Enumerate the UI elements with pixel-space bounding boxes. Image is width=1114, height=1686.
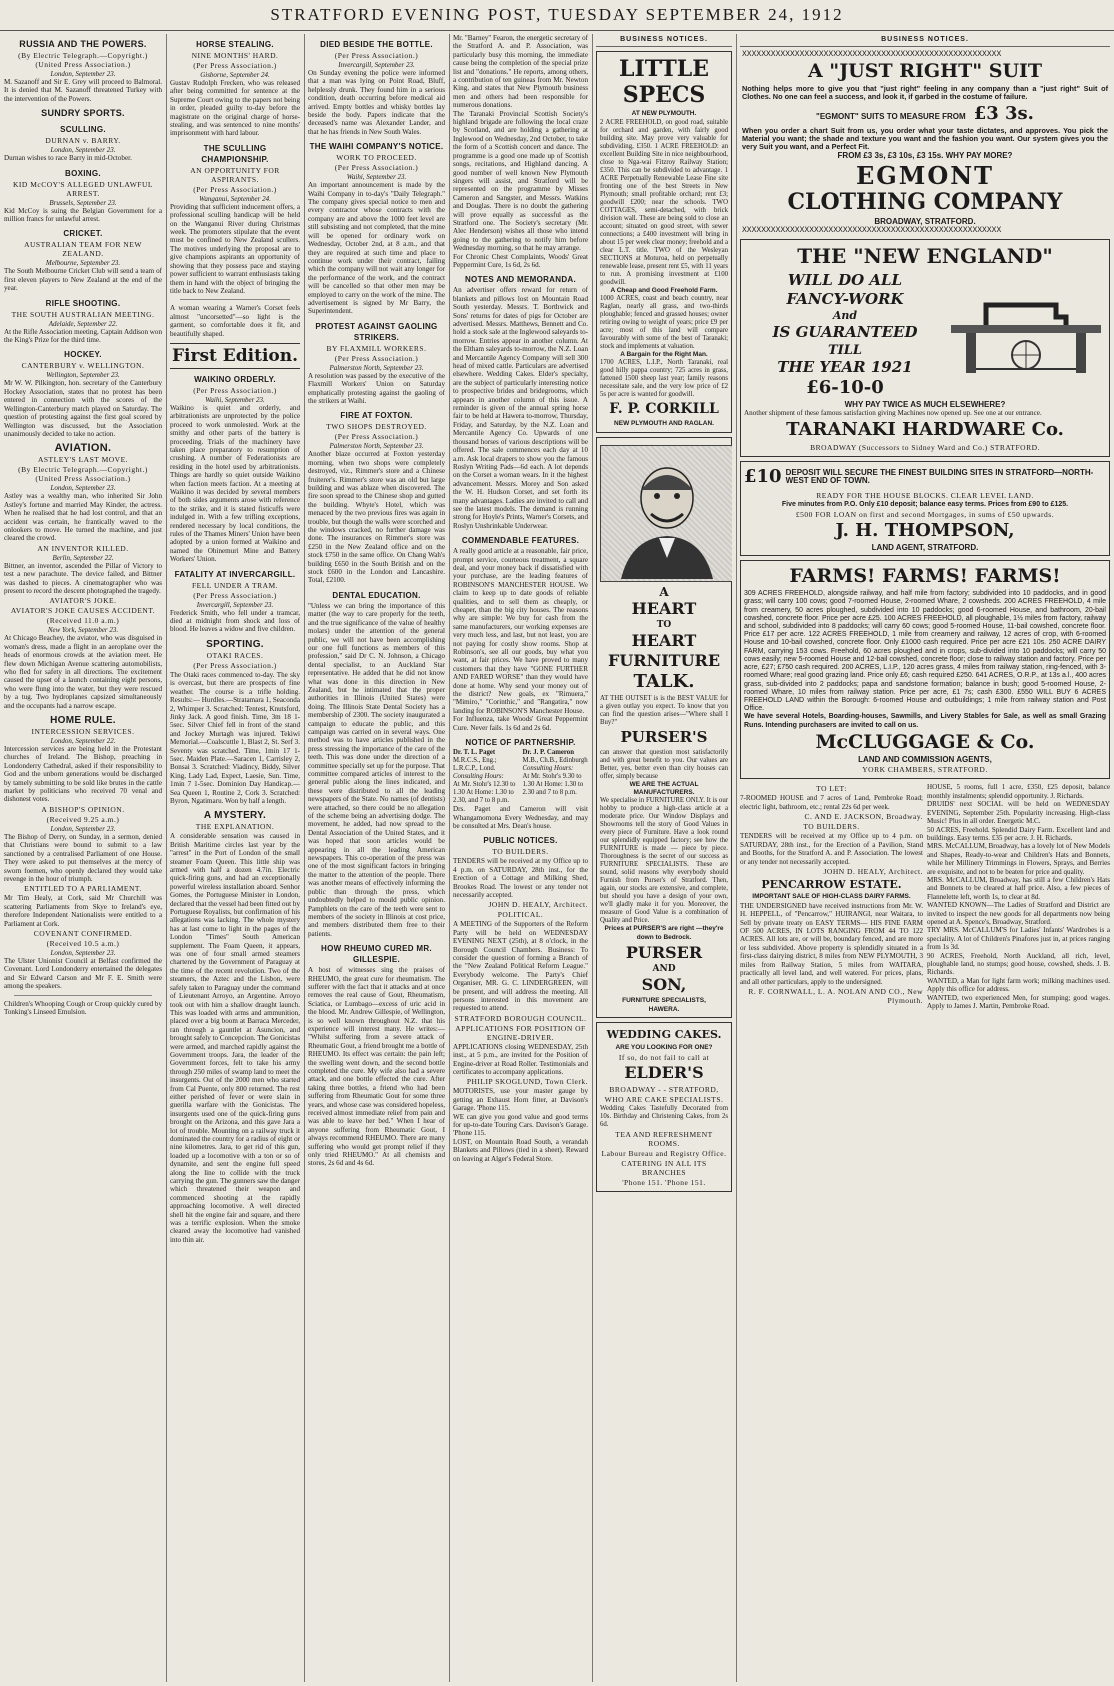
ne-line: TILL (827, 342, 863, 358)
article-body: Durnan wishes to race Barry in mid-October. (4, 154, 132, 163)
ad-title: SPECS (622, 82, 706, 109)
dateline: Brussels, September 23. (49, 198, 117, 207)
suit-title: A "JUST RIGHT" SUIT (807, 60, 1043, 82)
subhead: (Received 11.0 a.m.) (46, 616, 120, 626)
price-value: £3 3s. (973, 102, 1034, 124)
dateline: London, September 23. (50, 824, 116, 833)
column-rule (166, 34, 167, 1682)
pencarrow-sub: IMPORTANT SALE OF HIGH-CLASS DAIRY FARMS. (752, 893, 911, 901)
section-label: BUSINESS NOTICES. (740, 34, 1110, 47)
subhead: (Per Press Association.) (334, 163, 419, 173)
thompson-sub: LAND AGENT, STRATFORD. (871, 542, 979, 552)
doctor-name: Dr. T. L. Paget (453, 749, 496, 757)
ne-line: And (832, 309, 858, 323)
corkill-name: F. P. CORKILL (609, 401, 719, 418)
ad-body: AT THE OUTSET is is the BEST VALUE for a given outlay you expect. To know that you can find the question arises—"Where shall I Buy?" (600, 694, 728, 726)
corkill-sub: NEW PLYMOUTH AND RAGLAN. (614, 420, 714, 428)
subhead: (By Electric Telegraph.—Copyright.) (United Press Association.) (18, 51, 148, 69)
subhead: (Per Press Association.) (334, 353, 419, 363)
subhead-covenant: COVENANT CONFIRMED. (33, 928, 133, 938)
heart-text: TO (656, 619, 672, 630)
dateline: Gisborne, September 24. (200, 71, 270, 79)
price-range: FROM £3 3s, £3 10s, £3 15s. WHY PAY MORE? (837, 150, 1013, 160)
dateline: Palmerston North, September 23. (329, 442, 424, 451)
dateline: London, September 23. (50, 70, 116, 78)
classified: WANTED, two experienced Men, for stumping; good wages. Apply to James J. Martin, Pembroke Road. (927, 993, 1110, 1011)
headline-sporting: SPORTING. (206, 638, 264, 650)
man-portrait-icon (601, 446, 732, 579)
headline-died-beside-bottle: DIED BESIDE THE BOTTLE. (320, 40, 433, 49)
headline-home-rule: HOME RULE. (50, 715, 116, 727)
ad-body: Wedding Cakes Tastefully Decorated from 10s. Birthday and Christening Cakes, from 2s 6d. (600, 1104, 728, 1128)
article-body: A MEETING of the Supporters of the Reform Party will be held on WEDNESDAY EVENING NEXT (25th), at 8 o'clock, in the Borough Council Chambers. Business: To consider the question of forming a Branch of the "New Zealand Political Reform League." Everybody welcome. The Party's Chief Organiser, MR. G. C. LINDERGREEN, will be present, and will address the meeting. All persons interested in this movement are requested to attend. (453, 920, 588, 1013)
classifieds-left (740, 783, 923, 1010)
mcc-addr: YORK CHAMBERS, STRATFORD. (862, 765, 988, 775)
article-body: Waikino is quiet and orderly, and arbitrationists are unprotected by the police proceed to work unmolested. Work at the smithy and other parts of the battery is proceeding. Trials of the machinery have taken place preparatory to resumption of crushing. A number of Federationists are residing in the hotel used by arbitrationists. Things are hardly so quiet outside Waikino when faction meets faction. At a meeting at Waikino it was decided by several members of both sides arguments arose with reference to the strike, and it is stated fisticuffs were indulged in. With a few trifling exceptions, rendered necessary by local conditions, the rules of the Thames Miners' Union have been adopted by a union formed at Waikino and named the Ohinemuri Mine and Battery Workers' Union. (170, 403, 300, 564)
article-body: Frederick Smith, who fell under a tramcar, died at midnight from shock and loss of blood. He leaves a widow and five children. (170, 608, 300, 634)
ne-why: WHY PAY TWICE AS MUCH ELSEWHERE? (844, 400, 1006, 410)
subhead: (By Electric Telegraph.—Copyright.) (United Press Association.) (18, 465, 148, 484)
dateline: London, September 23. (50, 146, 116, 155)
doctor-hours: At Mr. Stohr's 9.30 to 1.30 At Home: 1.30 to 2.30 and 7 to 8 p.m. (522, 773, 584, 797)
ad-sub: A Bargain for the Right Man. (620, 351, 708, 358)
ad-sub: AT NEW PLYMOUTH. (631, 110, 697, 118)
heart-text: HEART (631, 631, 697, 651)
dateline: Invercargill, September 23. (338, 61, 415, 69)
dateline: Waihi, September 23. (205, 395, 265, 404)
subhead: FELL UNDER A TRAM. (191, 580, 279, 590)
doctor-qualifications: M.B., Ch.B., Edinburgh (522, 757, 588, 765)
new-england-ad (740, 239, 1110, 457)
egmont-ad (740, 50, 1110, 235)
elders-name: ELDER'S (624, 1062, 704, 1082)
heart-text: TALK. (633, 670, 695, 692)
classified: 7-ROOMED HOUSE and 7 acres of Land, Pembroke Road; electric light, bathroom, etc.; rental 22s 6d per week. (740, 794, 923, 811)
subhead: DURNAN v. BARRY. (45, 136, 121, 146)
headline-waikino: WAIKINO ORDERLY. (194, 374, 276, 384)
classified: LOST, on Mountain Road South, a verandah Blankets and Pillows (tied in a sheet). Reward on leaving at Alger's Federal Store. (453, 1137, 588, 1163)
subhead: NINE MONTHS' HARD. (191, 51, 279, 60)
article-body: A resolution was passed by the executive of the Flaxmill Workers' Union on Saturday emphatically protesting against the gaoling of the strikers at Waihi. (308, 371, 445, 405)
classified: THE UNDERSIGNED have received instructions from Mr. W. H. HEPPELL, of "Pencarrow," HUIRANGI, near Waitara, to Sell by private treaty on EASY TERMS— HIS FINE FARM OF 500 ACRES, IN LOTS RANGING FROM 44 TO 122 ACRES. All lots are, or will be, boundary fenced, and are more or less subdivided. Above property is splendidly situated in a first-class dairying district, 8 miles from NEW PLYMOUTH, 3 miles from Railway Station, 5 miles from WAITARA, practically all level land, and well watered. For prices, plans, and all other particulars, apply to the undersigned. (740, 901, 923, 986)
article-body: Providing that sufficient inducement offers, a professional sculling handicap will be held on the Wanganui River during Christmas week. The promoters stipulate that the event must be confined to New Zealand scullers. The motives underlying the proposal are to give champions aspirants an opportunity of showing that they possess pace and staying power sufficient to warrant enthusiasts taking them in hand with the object of bringing the title back to New Zealand. (170, 202, 300, 295)
article-body: TENDERS will be received at my Office up to 4 p.m. on SATURDAY, 28th inst., for the Erection of a Cottage and Milking Shed, Brookes Road. The lowest or any tender not necessarily accepted. (453, 857, 588, 899)
local-paragraph: Mr. "Barney" Fearon, the energetic secretary of the Stratford A. and P. Association, was particularly busy this morning, the immediate cause being the completion of the special prize list and "donations." He reports, among others, a contribution of ten guineas from Mr. Newton King, and states that New Plymouth business men and others had been responsible for numerous donations. (453, 34, 588, 110)
subhead: THE EXPLANATION. (195, 822, 275, 832)
corset-notice: A woman wearing a Warner's Corset feels almost "uncorsetted"—so light is the garment, so comfortable does it fit, and beautifully shaped. (170, 304, 300, 338)
ad-sub: Labour Bureau and Registry Office. (601, 1148, 727, 1158)
elders-ad (596, 1022, 732, 1192)
subhead: THE SOUTH AUSTRALIAN MEETING. (11, 309, 155, 319)
classified: TRY MRS. McCALLUM'S for Ladies' Infants' Wardrobes is a speciality. A lot of Children's Pinafores just in, at prices ranging from 1s 3d. (927, 926, 1110, 952)
headline-mystery: A MYSTERY. (203, 810, 267, 822)
column-rule (736, 34, 737, 1682)
portrait-illustration (600, 445, 732, 582)
doctor-qualifications: M.R.C.S., Eng.; L.R.C.P., Lond. (453, 757, 497, 773)
subhead: (Per Press Association.) (334, 51, 419, 60)
local-paragraph: For Influenza, take Woods' Great Peppermint Cure. Never fails. 1s 6d and 2s 6d. (453, 715, 588, 732)
article-body: Mr Tim Healy, at Cork, said Mr Churchill was scattering Parliaments from Skye to Ireland's eye, therefore Independent Nationalists were entitled to a Parliament at Cork. (4, 894, 162, 928)
ad-sub: BROADWAY - - STRATFORD, (609, 1084, 719, 1094)
hours-label: Consulting Hours: (453, 773, 504, 781)
subhead: (Per Press Association.) (193, 184, 277, 194)
ad-sub: READY FOR THE HOUSE BLOCKS. CLEAR LEVEL LAND. (816, 490, 1034, 500)
headline-protest: PROTEST AGAINST GAOLING STRIKERS. (315, 321, 438, 342)
subhead: AUSTRALIAN TEAM FOR NEW ZEALAND. (24, 240, 142, 259)
subhead: WORK TO PROCEED. (336, 153, 417, 163)
farms-ad (740, 560, 1110, 779)
column-6 (740, 34, 1110, 1682)
article-body: A really good article at a reasonable, fair price, prompt service, courteous treatment, a square deal, and your money back if dissatisfied with your purchase, are the leading features of ROBINSON'S MANCHESTER HOUSE. We claim to keep up to date goods of reliable qualities, and to sell them as cheaply, or cheaper, than the big city houses. The reasons why are simple: We buy for cash from the same manufacturers, our working expenses are very much less, and last, but not least, you are not paying for costly show rooms. Shop at Robinson's, see all our goods, buy what you want, at fair prices. We have proved to many customers that they have "GONE FURTHER AND FARED WORSE" than they would have done at home. Why send your money out of the district? New goals, ex "Rimuera," "Mimiro," "Corinthic," and "Rangatira," now landing for ROBINSON'S Manchester House. (453, 547, 588, 715)
taranaki-sub: BROADWAY (Successors to Sidney Ward and Co.) STRATFORD. (810, 442, 1040, 452)
pencarrow-title: PENCARROW ESTATE. (761, 877, 902, 891)
headline-rifle-shooting: RIFLE SHOOTING. (45, 298, 121, 308)
article-body: At the Rifle Association meeting, Captain Addison won the King's Prize for the third time. (4, 327, 162, 345)
ad-body: We have several Hotels, Boarding-houses, Sawmills, and Livery Stables for Sale, as well as small Grazing Runs. Intending purchasers are invited to call on us. (744, 713, 1106, 729)
subhead: (Per Press Association.) (193, 590, 277, 600)
dateline: Wanganui, September 24. (199, 194, 271, 203)
headline-fatality: FATALITY AT INVERCARGILL. (174, 569, 296, 579)
separator (180, 299, 290, 300)
headline-rheumo: HOW RHEUMO CURED MR. GILLESPIE. (321, 944, 432, 965)
article-body: "Unless we can bring the importance of this matter (the way to care properly for the teeth, and the true significance of the value of healthy molars) under the attention of the general public, we will not have been accomplishing our one full functions as members of this profession," said Dr C. N. Johnson, a Chicago dental specialist, to an Auckland Star representative. He added that he did not know what was done in this direction in New Zealand, but he intimated that the proper authorities in Illinois (United States) were doing. The Illinois State Dental Society has a membership of 2300. The society inaugurated a campaign to educate the public, and this campaign was carried on in several ways. One method was to have articles published in the press stressing the importance of the care of the teeth. This was done under the direction of a committee specially set up for the purpose. That committee compared articles of interest to the general public along the lines indicated, and these were distributed to all the leading newspapers of the State. No names (of dentists) were attached, so there could be no allegation of the scheme being an advertising dodge. The movement, he added, had now spread to the Dental Association of the United States, and it was hoped that soon articles would be appearing in all the leading American newspapers. This co-operation of the press was one of the most significant factors in bringing the matter to the attention of the people. There was another means of effectively informing the public than through the press, which undoubtedly helped to mould public opinion. Pamphlets on the care of the teeth were sent to members of the society in Illinois at cost price, and members distributed them free to their patients. (308, 601, 445, 938)
price-label: "EGMONT" SUITS TO MEASURE FROM (816, 111, 966, 121)
article-body: Kid McCoy is suing the Belgian Government for a million francs for unlawful arrest. (4, 206, 162, 224)
doctors-table (453, 749, 588, 805)
ne-body-row (744, 270, 1106, 401)
classified: 50 ACRES, Freehold. Splendid Dairy Farm. Excellent land and buildings. Easy terms. £35 per acre. J. H. Richards. (927, 825, 1110, 842)
doctor-name: Dr. J. P. Cameron (522, 749, 574, 757)
hours-label: Consulting Hours: (522, 765, 574, 773)
dateline: Palmerston North, September 23. (329, 363, 424, 372)
subhead: INTERCESSION SERVICES. (31, 727, 135, 737)
ad-sub: Prices at PURSER'S are right —they're down to Bedrock. (604, 925, 724, 941)
headline-public-notices: PUBLIC NOTICES. (483, 836, 558, 846)
subhead: AVIATOR'S JOKE CAUSES ACCIDENT. (10, 606, 156, 616)
classified: WANTED, a Man for light farm work; milking machines used. Apply this office for address. (927, 976, 1110, 994)
subhead: AN OPPORTUNITY FOR ASPIRANTS. (190, 165, 280, 184)
ne-line: IS GUARANTEED (772, 323, 918, 341)
column-rule (449, 34, 450, 1682)
heart-text: A (659, 584, 669, 599)
headline-dental-education: DENTAL EDUCATION. (332, 590, 421, 600)
sewing-machine-icon (946, 295, 1106, 375)
ad-body: When you order a chart Suit from us, you order what your taste dictates, and approves. You pick the Material you want; the shade and texture you want and the fashion you want. Our system gives you the very Suit you want, and a Perfect Fit. (742, 125, 1108, 152)
heart-text: FURNITURE (607, 651, 721, 671)
article-body: On Sunday evening the police were informed that a man was lying on Point Road, Bluff, helplessly drunk. They found him in a serious condition, death occurring before medical aid arrived. Empty bottles and whisky bottles lay beside the body. Papers indicate that the deceased's name was Alexander Lander, and that he has friends in New South Wales. (308, 69, 445, 136)
heart-text: HEART (631, 599, 697, 619)
ad-sub: 'Phone 151. 'Phone 151. (622, 1177, 706, 1187)
headline-boxing: BOXING. (65, 168, 101, 178)
purser-ad (596, 437, 732, 1019)
subhead: (Per Press Association.) (193, 61, 277, 70)
purser-name: PURSER (625, 943, 703, 963)
headline-aviation: AVIATION. (54, 442, 112, 455)
masthead: STRATFORD EVENING POST, TUESDAY SEPTEMBER 24, 1912 (0, 0, 1114, 31)
classified: MOTORISTS, use your master gauge by getting an Exhaust Horn fitter, at Davison's Garage. 'Phone 115. (453, 1087, 588, 1113)
ad-sub: A Cheap and Good Freehold Farm. (610, 286, 718, 294)
subhead: APPLICATIONS FOR POSITION OF ENGINE-DRIVER. (455, 1023, 586, 1042)
section-label: BUSINESS NOTICES. (596, 34, 732, 47)
ad-sub: Five minutes from P.O. Only £10 deposit; balance easy terms. Prices from £90 to £125. (781, 500, 1069, 508)
subhead: OTAKI RACES. (206, 650, 264, 660)
classified: HOUSE, 5 rooms, full 1 acre, £350, £25 deposit, balance monthly instalments; splendid opportunity. J. Richards. (927, 783, 1110, 800)
little-specs-ad (596, 51, 732, 433)
subhead: (Per Press Association.) (193, 385, 277, 395)
column-rule (304, 34, 305, 1682)
deposit-row (744, 465, 1106, 490)
taranaki-name: TARANAKI HARDWARE Co. (786, 418, 1064, 440)
subhead: KID McCOY'S ALLEGED UNLAWFUL ARREST. (13, 179, 153, 198)
dateline: New York, September 23. (47, 626, 119, 635)
headline-horse-stealing: HORSE STEALING. (196, 40, 274, 49)
classified: MRS. McCALLUM, Broadway, has still a few Children's Hats and Bonnets to be cleared at half price. Also, a few pieces of Flannelette left, worth 1s, to clear at 8d. (927, 875, 1110, 901)
subhead-parliament: ENTITLED TO A PARLIAMENT. (24, 884, 142, 894)
ad-body: We specialise in FURNITURE ONLY. It is our hobby to produce a high-class article at a moderate price. Our Window Displays and Showrooms tell the story of Good Values in every piece of Furniture. Have a look round our splendidly equipped factory; see how the FURNITURE is made — piece by piece. Thoroughness is the secret of our success as FURNITURE SPECIALISTS. These are sound, solid reasons why everybody should Furnish from Purser's of Stratford. Then, again, our stocks are extensive, and complete, but should you have a design of your own, we'll gladly make it for you. Moreover, the measure of Good Value is a combination of Quality and Price. (600, 797, 728, 925)
dateline: London, September 22. (50, 737, 116, 746)
ne-script-lines (744, 270, 946, 401)
subhead: ASTLEY'S LAST MOVE. (37, 455, 129, 465)
ad-sub: WHO ARE CAKE SPECIALISTS. (604, 1094, 724, 1104)
wedding-title: WEDDING CAKES. (606, 1028, 722, 1042)
subhead: (Per Press Association.) (334, 432, 419, 442)
column-1 (4, 34, 162, 1682)
ad-body: 1700 ACRES, L.I.P., North Taranaki, real good hilly pappa country; 725 acres in grass, fattened 1500 sheep last year; family reasons necessitate sale, and the very low price of £2 5s per acre is wanted for goodwill. (600, 359, 728, 399)
subhead-borough: STRATFORD BOROUGH COUNCIL. (454, 1013, 587, 1023)
ad-body: 309 ACRES FREEHOLD, alongside railway, and half mile from factory; subdivided into 10 paddocks, and in good grass; will carry 100 cows; good 7-roomed House, 2-roomed Whare, 2 cowsheds. 200 ACRES FREEHOLD, 4 mile from creamery, 50 acres ploughed, subdivided into 10 paddocks; good 6-roomed House, and bathroom, 20-bail cowshed, concrete floor. Price per acre £25. 100 ACRES FREEHOLD, all ploughable, 1½ miles from factory, railway and school, subdivided into 8 paddocks; will carry 60 cows; good 5-roomed House, 11-bail cowshed, concrete floor. Price £17 per acre. 122 ACRES FREEHOLD, 1 mile from creamery and railway, 12 acres of crop, with 6-roomed House and 10-bail cowshed, concrete floor. Only £1000 cash required. Price per acre £21 10s. 250 ACRE DAIRY FARM, carrying 153 cows. Freehold, 60 acres ploughed and in crops, sub-divided into 10 paddocks; will carry 50 cows easily; new 5-roomed House and 12-bail cowshed, concrete floor; close to railway station and factory. Price per acre, £27; £750 cash required. 200 ACRES, L.I.P., 120 acres grass, 4 miles from railway station, ring-fenced, with 3-roomed Whare; real good grazing land. Price only £6; cash required £250. 641 ACRES, O.R.P., at 13s a.l., 400 acres grass, sub-divided into 2 paddocks; papa and sandstone formation; balance in bush; good 5-roomed House, 2-roomed Whare, 10 miles from railway station. Price per acre, £1 7s; cash £300. £550 WILL BUY 6 ACRES FREEHOLD LAND within the Borough: 6-roomed House and outbuildings; 1 mile from railway station and Post Office. (744, 590, 1106, 713)
subhead: (Received 10.5 a.m.) (46, 938, 120, 948)
ad-sub: FURNITURE SPECIALISTS, (622, 997, 706, 1005)
ne-price: £6-10-0 (806, 377, 884, 399)
ne-line: THE YEAR 1921 (777, 358, 913, 377)
ad-sub: TEA AND REFRESHMENT ROOMS. (615, 1129, 713, 1148)
subhead-inventor: AN INVENTOR KILLED. (37, 543, 129, 553)
local-paragraph: The Taranaki Provincial Scottish Society's highland brigade are following the local craze by Scotland, and are holding a gathering at Inglewood on Wednesday, 2nd October, to take the form of a Scottish concert and dance. The programme is a good one made up of Scottish songs, recitations, and Highland dancing. A good number of well known New Plymouth singers will assist, and Stratford will be represented on the programme by Misses Cameron and Sangster, and Messrs. Watkins and Douglas. There is no doubt the gathering will prove equally as successful as the Stratford one. The Society's secretary (Mr. Alec Henderson) wishes all those who intend going to the gathering to notify him before Wednesday morning, so that he may arrange. (453, 109, 588, 253)
dateline: Adelaide, September 22. (48, 319, 118, 328)
classifieds (740, 783, 1110, 1010)
signature: JOHN D. HEALY, Architect. (823, 866, 923, 876)
mcc-sub: LAND AND COMMISSION AGENTS, (858, 755, 992, 765)
article-body: Drs. Paget and Cameron will visit Whangamomona Every Wednesday, and may be consulted at Mrs. Dean's house. (453, 805, 588, 830)
article-body: An advertiser offers reward for return of blankets and pillows lost on Mountain Road South yesterday. Messrs. T. Borthwick and Sons' returns for dates of pigs for October are advertised. Messrs. Matthews, Bennett and Co. hold a stock sale at the Inglewood saleyards to-morrow. Entries appear in another column. At the Eltham saleyards to-morrow, the N.Z. Loan and Mercantile Agency Company will sell 300 head of mixed cattle. Particulars are advertised elsewhere. Wedding Cakes. Elder's specialty, are the subject of particularly interesting notice to prospective brides and bridegrooms, which appears in another column of this issue. A reminder is given of the annual spring horse fair to be held at Hawera to-morrow, Thursday, Friday, and Saturday, by the N.Z. Loan and Mercantile Agency Co. Upwards of one thousand horses of various descriptions will be offered. The sale commences each day at 10 a.m. Ask local drapers to show you the famous Roslyn Writing Pads—6d each. A lot depends on the Corset a woman wears. In it the highest advancement. Messrs. Morey and Son asked the W. H. Hudson Corset, and set forth its many advantages. Ladies are invited to call and see the latest models. The demand is running strong for Hoyle's Prints, Warner's Corsets, and Roslyn Unshrinkable Underwear. (453, 286, 588, 530)
article-body: A host of witnesses sing the praises of RHEUMO, the great cure for rheumatism. The sufferer with the fact that it attacks and at once removes the real cause of Gout, Rheumatism, Sciatica, or Lumbago—excess of uric acid in the blood. Mr. Andrew Gillespie, of Wellington, is so well known throughout N.Z. that his experience will interest many. He writes:— "Whilst suffering from a severe attack of Rheumatic Gout, a friend brought me a bottle of RHEUMO. Its effect was certain: the pain left; the swelling went down, and the second bottle completed the cure. My wife also had a severe attack, and one bottle effected the cure. After taking three bottles, a friend who had been suffering from Rheumatic Gout for some three years, and whose case was considered hopeless, received almost immediate relief from pain and was able to leave her bed." When I hear of anyone suffering from Rheumatic Gout, I always recommend RHEUMO. There are many suffering who would get prompt relief if they only tried RHEUMO." At all chemists and stores, 2s 6d and 4s 6d. (308, 966, 445, 1168)
headline-cricket: CRICKET. (63, 229, 103, 239)
article-body: Another blaze occurred at Foxton yesterday morning, when two shops were completely destroyed, viz., Rimmer's store and a Chinese fruiterer's. Rimmer's store was an old but large building and was ablaze when discovered. The fire soon spread to the Chinese shop and gutted the building. Whyte's Hotel, which was menaced by the two previous fires was again in trouble, but though the walls were scorched and the windows cracked, no further damage was done. The insurances on Rimmer's store was £250 in the New Zealand office and on the stock £750 in the same office. On Chang Wah's building £650 in the South British and on the stock £600 in the London and Lancashire. Total, £2100. (308, 450, 445, 585)
subhead: TWO SHOPS DESTROYED. (326, 422, 427, 432)
thompson-ad (740, 461, 1110, 557)
classified: 90 ACRES, Freehold, North Auckland, all rich, level, ploughable land, no stumps; good house, cowshed, sheds. J. B. Richards. (927, 951, 1110, 977)
article-body: APPLICATIONS closing WEDNESDAY, 25th inst., at 5 p.m., are invited for the Position of Engine-driver at Road Roller. Testimonials and certificates to accompany applications. (453, 1042, 588, 1077)
dateline: London, September 23. (50, 948, 116, 957)
ad-sub: WE ARE THE ACTUAL MANUFACTURERS. (629, 780, 699, 796)
signature: C. AND E. JACKSON, Broadway. (804, 812, 923, 822)
doctor-1 (453, 749, 519, 805)
article-body: The Ulster Unionist Council at Belfast confirmed the Covenant. Lord Londonderry entertained the delegates and Sir Edward Carson and Mr F. E. Smith were among the speakers. (4, 956, 162, 991)
subhead: BY FLAXMILL WORKERS. (326, 343, 427, 353)
headline-sculling-championship: THE SCULLING CHAMPIONSHIP. (201, 143, 269, 164)
article-body: Intercession services are being held in the Protestant churches of Ireland. The Bishop, preaching in Londonderry Cathedral, asked if their responsibility to God and the unborn generations would be discharged by tamely submitting to be sold like brutes in the cattle market by politicians who received 70 venal and dishonest votes. (4, 745, 162, 804)
article-body: The Bishop of Derry, on Sunday, in a sermon, denied that Christians were bound to submit to a law sanctioned by a centralised Parliament of one House. They were asked to put themselves at the mercy of sworn foemen, who openly declared they would take revenge in the hour of triumph. (4, 832, 162, 883)
son-name: SON, (641, 975, 687, 995)
ne-line: FANCY-WORK (786, 289, 904, 308)
classified: WANTED KNOWN—The Ladies of Stratford and District are invited to inspect the new goods for all departments now being opened at A. Spence's, Broadway, Stratford. (927, 901, 1110, 926)
classified: TENDERS will be received at my Office up to 4 p.m. on SATURDAY, 28th inst., for the Erection of a Pavilion, Stand and Booths, for the Stratford A. and P. Association. The lowest or any tender not necessarily accepted. (740, 832, 923, 866)
headline-commendable: COMMENDABLE FEATURES. (461, 536, 580, 546)
subhead-bishop: A BISHOP'S OPINION. (41, 804, 125, 814)
ad-sub: If so, do not fail to call at (618, 1052, 710, 1062)
pursers-name: PURSER'S (620, 727, 708, 746)
headline-russia: RUSSIA AND THE POWERS. (19, 39, 147, 49)
farms-title: FARMS! FARMS! FARMS! (789, 565, 1061, 588)
column-4 (453, 34, 588, 1682)
ad-body: Nothing helps more to give you that "just right" feeling in any company than a "just right" Suit of Clothes. No one can feel a success, and look it, if garbed in the costume of failure. (742, 83, 1108, 102)
subhead: (Received 9.25 a.m.) (46, 814, 120, 824)
headline-hockey: HOCKEY. (64, 350, 102, 360)
headline-fire-foxton: FIRE AT FOXTON. (340, 411, 413, 421)
ne-title: THE "NEW ENGLAND" (797, 243, 1053, 268)
headline-waihi-company: THE WAIHI COMPANY'S NOTICE. (309, 142, 444, 152)
ad-body: 1000 ACRES, coast and beach country, near Raglan, nearly all grass, and two-thirds ploughable; fenced and grassed houses; owner retiring owing to weight of years; price £9 per acre; most of this land will compare favourably with some of the best of Taranaki; stock and implements at valuation. (600, 295, 728, 350)
first-edition-banner: First Edition. (170, 343, 300, 369)
article-body: Mr W. W. Pilkington, hon. secretary of the Canterbury Hockey Association, states that no protest has been entered in connection with the scores of the Wellington-Canterbury match played on Saturday. The question of protesting against the first goal scored by Wellington was discussed, but the Association unanimously decided to take no action. (4, 379, 162, 438)
to-let-head: TO LET: (816, 784, 847, 794)
signature: R. F. CORNWALL, L. A. NOLAN AND CO., New Plymouth. (748, 986, 923, 1005)
subhead-political: POLITICAL. (497, 910, 544, 920)
signature: JOHN D. HEALY, Architect. (488, 900, 588, 910)
dateline: London, September 23. (50, 484, 116, 493)
headline-partnership: NOTICE OF PARTNERSHIP. (465, 738, 576, 748)
dateline: Melbourne, September 23. (45, 259, 121, 268)
mccluggage-name: McCLUGGAGE & Co. (815, 731, 1035, 754)
classified: MRS. McCALLUM, Broadway, has a lovely lot of New Models and Shapes, Ready-to-wear and Children's Hats and Bonnets, while her Millinery Trimmings in Flowers, Sprays, and Berries are exquisite, and not to be beaten for price and quality. (927, 842, 1110, 876)
signature: PHILIP SKOGLUND, Town Clerk. (466, 1077, 588, 1087)
and-text: AND (652, 963, 676, 974)
classified: WE can give you good value and good terms for up-to-date Touring Cars. Davison's Garage. 'Phone 115. (453, 1112, 588, 1138)
headline-sculling: SCULLING. (60, 125, 106, 135)
ad-title: LITTLE (619, 56, 709, 82)
ad-sub: HAWERA. (648, 1005, 680, 1013)
article-body: A considerable sensation was caused in British Maritime circles last year by the "arrest" in the Port of London of the small steamer Foam Queen. This little ship was armed with half a dozen 4.7in. Electric quick-firing guns, and had an exceptionally powerful wireless installation aboard. Senhor Gomes, the Portuguese Minister in London, declared that the vessel had been fitted out by Portuguese Royalists, but confirmation of his allegations was lacking. The whole mystery has at last come to light in the pages of the London "Times" South American supplement. The Foam Queen, it appears, was one of four small armed steamers chartered by the Government of Paraguay at the time of the recent revolution. Two of the steamers, the Aztec and the Lisbon, were safely taken to Paraguay under the command of Lieutenant Arroyo, an Argentine. Arroyo took out with him a shallow draught launch. This was loaded with arms and ammunition, placed over a big boom at Barraca Merceder, ran through a gauntlet at Asuncion, and brought safely to Concepcion. The Gonicistas were armed, and marched rapidly against the Government troops. Jara, the leader of the Government forces, felt to take his army through 250 miles of swamp land to meet the insurgents. Out of the 2000 men who started from Cal Puente, only 800 returned. The rest either perished of fever or were slain in guerilla warfare with the Gonicistas. The insurgents used one of the quick-firing guns brought on the Arizona, and this gave Jara a lot of trouble. Mounting on a railway truck it dominated the country for a radius of eight or nine kilometres. Jara, to get rid of this gun, loaded up a locomotive with a ton or so of dynamite, and sent the engine full speed along the line to collide with the truck carrying the gun. The gunners saw the danger which threatened their weapon and commenced shooting at the rapidly approaching locomotive. A well directed shell hit the engine fair and square, and there was a terrific explosion. When the smoke cleared away the locomotive had vanished into thin air. (170, 832, 300, 1244)
dateline: Berlin, September 22. (52, 553, 114, 562)
deposit-text: DEPOSIT WILL SECURE THE FINEST BUILDING SITES IN STRATFORD—NORTH-WEST END OF TOWN. (785, 467, 1094, 486)
subhead: CANTERBURY v. WELLINGTON. (21, 361, 145, 371)
x-border: XXXXXXXXXXXXXXXXXXXXXXXXXXXXXXXXXXXXXXXXXXXXXXXXXXXXXX (742, 50, 1002, 59)
subhead: (Per Press Association.) (193, 660, 277, 670)
column-2 (170, 34, 300, 1682)
to-builders-head: TO BUILDERS. (803, 822, 860, 832)
article-body: At Chicago Beachey, the aviator, who was disguised in woman's dress, made a flight in an aeroplane over the heads of enormous crowds at the aviation meet. He flew down Michigan Avenue scattering automobilists, who fled for safety in all directions. The excitement caused the upset of a launch containing eight persons, who were flung into the water, but they were rescued by a tug. Two hydroplanes capsized simultaneously and the occupants had a narrow escape. (4, 634, 162, 710)
column-3 (308, 34, 445, 1682)
article-body: Astley was a wealthy man, who inherited Sir John Astley's fortune and married May Kinder, the actress. When he realised that he had lost control, and that an accident was certain, he frantically waved to the onlookers to move. He turned the machine, and just cleared the crowd. (4, 492, 162, 543)
x-border: XXXXXXXXXXXXXXXXXXXXXXXXXXXXXXXXXXXXXXXXXXXXXXXXXXXXXX (742, 225, 1002, 235)
footer-notice: Children's Whooping Cough or Croup quickly cured by Tonking's Linseed Emulsion. (4, 999, 162, 1016)
ad-sub: £500 FOR LOAN on first and second Mortgages, in sums of £50 upwards. (795, 510, 1055, 520)
sewing-machine-illustration (946, 295, 1106, 375)
article-body: M. Sazanoff and Sir E. Grey will proceed to Balmoral. It is denied that M. Sazanoff threatened Turkey with the intervention of the Powers. (4, 78, 162, 103)
ne-line: WILL DO ALL (787, 270, 903, 289)
dateline: Wellington, September 23. (46, 371, 120, 380)
suit-price-row (742, 102, 1108, 127)
headline-sundry-sports: SUNDRY SPORTS. (41, 108, 125, 119)
subhead-aviator-joke: AVIATOR'S JOKE. (49, 596, 117, 606)
local-paragraph: For Chronic Chest Complaints, Woods' Great Peppermint Cure, 1s 6d, 2s 6d. (453, 252, 588, 269)
clothing-name: CLOTHING COMPANY (787, 189, 1063, 216)
article-body: Bittner, an inventor, ascended the Pillar of Victory to test a new parachute. The device failed, and Bittner was dashed to pieces. A cinematographer who was present to record the descent photographed the tragedy. (4, 561, 162, 595)
doctor-2 (523, 749, 589, 805)
ad-body: Another shipment of these famous satisfaction giving Machines now opened up. See one at our entrance. (744, 409, 1042, 418)
article-body: Gustav Rudolph Frecken, who was released after being committed for sentence at the Supreme Court owing to the papers not being in order, pleaded guilty to-day before the magistrate on the original charge of horse-stealing, and was sentenced to nine months' imprisonment with hard labour. (170, 79, 300, 138)
column-rule (592, 34, 593, 1682)
doctor-hours: At Mr. Stohr's 12.30 to 1.30 At Home: 1.30 to 2.30, and 7 to 8 p.m. (453, 781, 516, 805)
ad-body: 2 ACRE FREEHOLD, on good road, suitable for orchard and garden, with fairly good building site. May prove very valuable for subdividing, £350. 1 ACRE FREEHOLD: an excellent Building Site in nice neighbourhood, close to Nga-wai Fitzroy Railway Station; £350. This can be subdivided to advantage. 1 ACRE Perpetually Renewable Lease Fine site fronting one of the best Streets in New Plymouth; small profitable orchard; rent £3; goodwill £200; near the schools. TWO COTTAGES, semi-detached, with brick division wall. These are being sold to close an account; situated on good street, with sewer connections; a £400 investment will bring in about 15 per week clear money; freehold and a clear L.T. title. TWO of the Wesleyan SECTIONS at Moturoa, held on perpetually renewable lease, present rent £5, with 11 years to run. A promising investment at £100 goodwill. (600, 118, 728, 286)
dateline: Invercargill, September 23. (196, 600, 274, 609)
headline-notes-memoranda: NOTES AND MEMORANDA. (464, 275, 577, 285)
classified: DRUIDS' next SOCIAL will be held on WEDNESDAY EVENING, September 25th. Popularity increasing. High-class Music! Plus in all order. Energetic M.C. (927, 800, 1110, 826)
classifieds-right (927, 783, 1110, 1010)
subhead: TO BUILDERS. (492, 847, 549, 857)
deposit-amount: £10 (744, 465, 782, 487)
ad-sub: ARE YOU LOOKING FOR ONE? (615, 1043, 713, 1051)
article-body: The Otaki races commenced to-day. The sky is overcast, but there are prospects of fine weather. The course is a trifle holding. Results:— Hurdles.—Stratamara 1, Seaconda 2, Whimper 3. Scratched: Tentest, Knutsford, Jinky Jack. A good finish. Time, 3m 18 1-5sec. Silver Chief fell in front of the stand and Jockey Murtagh was injured. Tekiwi Memorial.—Coalscuttle 1, Blast 2, St. Serf 3. Seventy was scratched. Time, 1min 17 1-5sec. Maiden Plate.—Saracen 1, Carrisley 2, Bonsai 3. Scratched: Viadincy, Biddy, Silver King, Lady Lad, Expect, Laesie, Sun. Time, 1min 7 1-5sec. Dominion Day Handicap.—Sea Queen 1, Routine 2, Cork 3. Scratched: Byron, Ngatimaru. Won by half a length. (170, 670, 300, 805)
ad-body: can answer that question most satisfactorily and with great benefit to you. Our values are Better, yes, better even than city houses can offer, simply because (600, 748, 728, 780)
egmont-name: EGMONT (855, 161, 995, 191)
separator (14, 995, 152, 996)
ad-sub: CATERING IN ALL ITS BRANCHES (621, 1158, 707, 1177)
dateline: Waihi, September 23. (346, 173, 407, 182)
article-body: The South Melbourne Cricket Club will send a team of first eleven players to New Zealand at the end of the year. (4, 267, 162, 293)
thompson-name: J. H. THOMPSON, (835, 520, 1015, 542)
column-5 (596, 34, 732, 1682)
clothing-address: BROADWAY, STRATFORD. (874, 216, 976, 226)
article-body: An important announcement is made by the Waihi Company in to-day's "Daily Telegraph." The company gives special notice to men and every contractor whose contracts with the company are and above the 1000 feet level are still subsisting and not completed, that the mine will be opened for ordinary work on Wednesday, October 2nd, at 8 a.m., and that they are required at such time and place to continue work under their contract, failing which the company will not wait any longer for the performance of the work, and the contract will be cancelled so that other men may be employed to carry on the work of the mine. The advertisement is signed by Mr Barry, the Superintendent. (308, 181, 445, 316)
